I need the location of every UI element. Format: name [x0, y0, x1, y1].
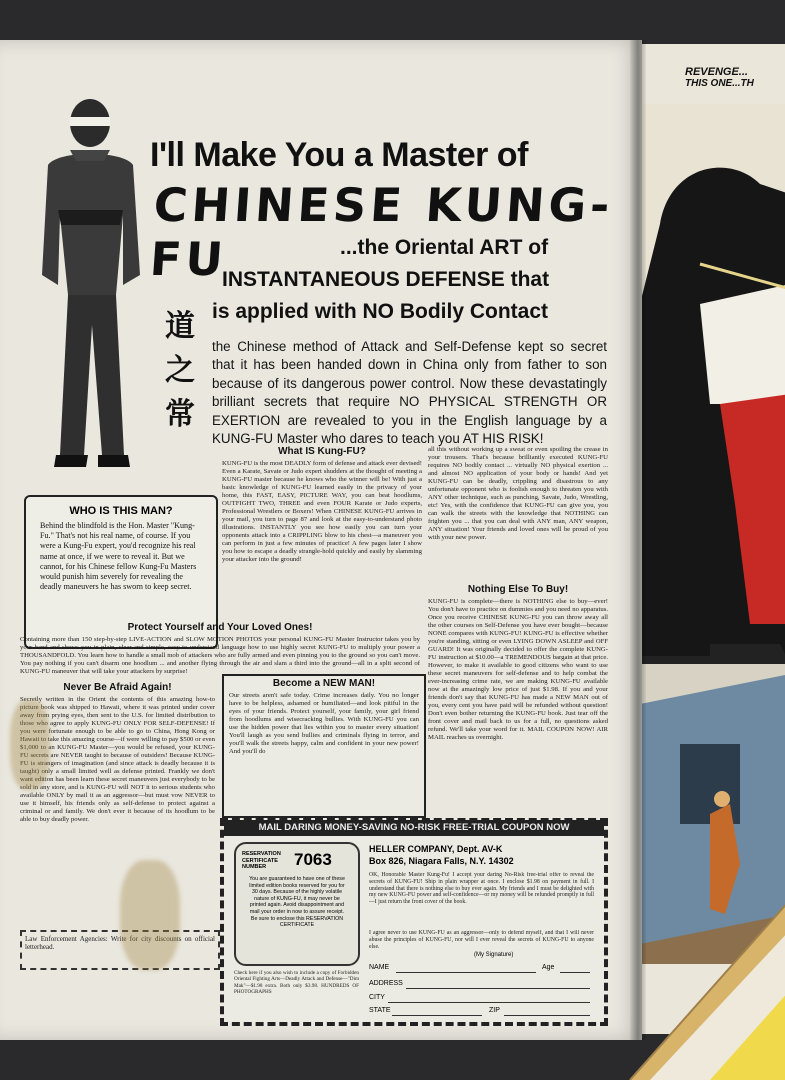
chinese-calligraphy — [160, 305, 200, 437]
state-label: STATE — [369, 1007, 391, 1014]
state-field[interactable] — [392, 1015, 482, 1016]
company-name: HELLER COMPANY, Dept. AV-K — [369, 844, 503, 854]
what-is-kungfu-text: KUNG-FU is the most DEADLY form of defense and attack ever devised! Even a Karate, Savate or Judo expert shudders at the thought of meeting a KUNG-FU master because he knows who the winner will be! With just a basic knowledge of KUNG-FU learned easily in the privacy of your home, this FAST, EASY, PICTURE WAY, you can beat hoodlums, OUTFIGHT TWO, THREE and even FOUR Karate or Judo experts, Professional Wrestlers or Boxers! When CHINESE KUNG-FU arrives in your mail, you turn to page 87 and look at the easy-to-understand photo illustrations. INSTANTLY you see how easily you can turn your opponents attack into a CRIPPLING blow to his chest—a maneuver you can perform in just a few minutes of practice! A few pages later I show you how to escape a deadly strangle-hold quickly and easily by slamming your attacker into the ground! — [222, 460, 422, 563]
order-coupon — [220, 818, 608, 1026]
page-stain-2 — [120, 860, 180, 970]
calligraphy-char-1: 道 — [165, 309, 195, 344]
what-is-kungfu-title: What IS Kung-FU? — [278, 446, 366, 457]
page-stain — [10, 700, 50, 790]
headline-line-5: is applied with NO Bodily Contact — [212, 300, 549, 323]
signature-label: (My Signature) — [474, 952, 514, 958]
right-column-text: all this without working up a sweat or even spoiling the crease in your trousers. That's because brilliantly executed KUNG-FU requires NO bodily contact ... virtually NO physical exertion ... and almost NO application of your body or hands! And yet KUNG-FU can be deadly, crippling and disastrous to any unfortunate opponent who is foolish enough to threaten you with ANY other technique, such as punching, Savate, Judo, Wrestling, etc! Yes, with the confidence that KUNG-FU can give you, you can walk the streets with the knowledge that NOTHING can frighten you ... that you can deal with ANY man, ANY weapon, ANY situation! Your friends and loved ones will be proud of you with your new power. — [428, 446, 608, 541]
zip-label: ZIP — [489, 1007, 500, 1014]
headline-line-4: INSTANTANEOUS DEFENSE that — [222, 268, 550, 291]
company-address: Box 826, Niagara Falls, N.Y. 14302 — [369, 856, 514, 866]
name-label: NAME — [369, 964, 390, 971]
ok-terms-text: OK, Honorable Master Kung-Fu! I accept your daring No-Risk free-trial offer to reveal the secrets of KUNG-FU! Ship in plain wrapper at once. I enclose $1.98 on payment in full. I understand that there is nothing else to buy ever again. My friends and I must be delighted with my new KUNG-FU power and self-confidence—or my money will be refunded promptly in full—I just return the front cover of the book. — [369, 872, 594, 906]
headline-kung-fu: CHINESE KUNG-FU — [148, 178, 616, 286]
certificate-number: 7063 — [294, 850, 332, 869]
agree-terms-text: I agree never to use KUNG-FU as an aggressor—only to defend myself, and that I will never abuse the principles of KUNG-FU, nor will I ever reveal the secrets of KUNG-FU to anyone else. — [369, 930, 594, 950]
never-afraid-text: Secretly written in the Orient the contents of this amazing how-to picture book was shipped to Hawaii, where it was printed under cover away from prying eyes, then sent to the U.S. for limited distribution to those who agree to apply KUNG-FU ONLY FOR SELF-DEFENSE! If you were fortunate enough to be able to go to China, Hong Kong or Hawaii to take this amazing course—if were willing to pay $500 or even $1,000 to an KUNG-FU Master—you would be refused, your KUNG-FU secrets are NEVER taught to because of outsiders! Because KUNG-FU is strangers of imagination (and since attack is deadly because it is taught) only a small limited well as defense printed. Frankly we don't want edition has been learn these secret maneuvers just everybody to be sold in any store, and is KUNG-FU will NOT it to serious students who available ONLY by mail it as an aggressor—but must vow NEVER to use it himself, his friends only as self-defense to protect against a criminal or and family. We don't ever it because of its hoodlum to be able to buy deadly power. — [20, 696, 215, 823]
address-label: ADDRESS — [369, 980, 403, 987]
book-gutter — [630, 40, 646, 1040]
comic-figure-illustration — [640, 104, 785, 664]
reservation-certificate — [234, 842, 360, 966]
address-field[interactable] — [406, 988, 590, 989]
headline-line-3: ...the Oriental ART of — [340, 236, 549, 259]
zip-field[interactable] — [504, 1015, 590, 1016]
never-afraid-title: Never Be Afraid Again! — [63, 682, 172, 693]
comic-caption-2: THIS ONE...TH — [685, 78, 754, 89]
protect-text: Containing more than 150 step-by-step LIVE-ACTION and SLOW MOTION PHOTOS your personal KUNG-FU Master Instructor takes you by your hand and shows you in plain, clear and simple, easy to understand language how to use highly secret KUNG-FU to multiply your power a THOUSANDFOLD. You learn how to handle a small mob of attackers who are fully armed and even pinning you to the ground so you can't move. You pay nothing if you can't disarm one hoodlum ... and another flying through the air and slam a third into the ground—all in a split second of KUNG-FU maneuver that will take your attackers by surprise! — [20, 636, 420, 675]
law-enforcement-note: Law Enforcement Agencies: Write for city discounts on official letterhead. — [20, 930, 220, 970]
comic-caption: REVENGE... — [685, 66, 748, 78]
age-label: Age — [542, 964, 555, 971]
blindfolded-master-figure — [28, 95, 158, 490]
nothing-else-title: Nothing Else To Buy! — [467, 584, 569, 595]
certificate-label: RESERVATION CERTIFICATE NUMBER — [242, 851, 281, 870]
check-option-text[interactable]: Check here if you also wish to include a copy of Forbidden Oriental Fighting Arts—Deadly Attack and Defense—"Dim Mak"—$1.98 extra. Both only $3.98. HUNDREDS OF PHOTOGRAPHS — [234, 970, 359, 995]
age-field[interactable] — [560, 972, 590, 973]
coupon-header: MAIL DARING MONEY-SAVING NO-RISK FREE-TRIAL COUPON NOW — [224, 820, 604, 836]
headline-line-1: I'll Make You a Master of — [150, 136, 528, 174]
new-man-text: Our streets aren't safe today. Crime increases daily. You no longer have to be helpless, ashamed or humiliated—and look pitiful in the eyes of your friends. Protect yourself, your family, your girl friend from hoodlums and wisecracking bullies. With KUNG-FU you can use the hidden power that lies within you to master every situation! You'll laugh as you send bullies and criminals flying in terror, and you'll walk the streets happy, calm and confident in your new power! And you'll do — [229, 692, 419, 755]
calligraphy-char-2: 之 — [165, 353, 195, 388]
nothing-else-text: KUNG-FU is complete—there is NOTHING else to buy—ever! You don't have to practice on dummies and you need no apparatus. Once you receive CHINESE KUNG-FU you can throw away all the other courses on Self-Defense you have ever bought—because NONE compares with KUNG-FU! KUNG-FU is effective whether you're standing, sitting or even LYING DOWN ASLEEP and OFF GUARD! It was originally decided to offer the complete KUNG-FU instruction at $10.00—a TREMENDOUS bargain at that price. However, to make it available to good citizens who want to use these secret maneuvers for self-defense and to help combat the ever-increasing crime rate, we are making KUNG-FU available now at the amazingly low price of just $1.98. If you and your friends don't say that KUNG-FU has made a NEW MAN out of you, every cent you have paid will be refunded without question! Don't even bother returning the KUNG-FU book. Just tear off the front cover and mail back to us for a full, no questions asked refund. We'll take your word for it. MAIL COUPON NOW! AIR MAIL reaches us overnight. — [428, 598, 608, 741]
new-man-title: Become a NEW MAN! — [272, 678, 376, 689]
calligraphy-char-3: 常 — [165, 397, 195, 432]
city-label: CITY — [369, 994, 385, 1001]
scroll-text: Behind the blindfold is the Hon. Master "Kung-Fu." That's not his real name, of course. If you were a Kung-Fu expert, you'd recognize his real name at once, if we were to reveal it. But we cannot, for his Chinese fellow Kung-Fu Masters would punish him severely for revealing the deadly maneuvers he has sworn to keep secret. — [40, 521, 197, 592]
city-field[interactable] — [388, 1002, 590, 1003]
protect-title: Protect Yourself and Your Loved Ones! — [127, 622, 313, 633]
ad-page — [0, 40, 642, 1040]
name-field[interactable] — [396, 972, 536, 973]
intro-paragraph: the Chinese method of Attack and Self-Defense kept so secret that it has been handed down in China only from father to son because of its dangerous power control. Now these devastatingly brilliant secrets that require NO PHYSICAL STRENGTH OR EXERTION are revealed to you in the English language by a KUNG-FU Master who dares to teach you AT HIS RISK! — [212, 339, 607, 447]
certificate-text: You are guaranteed to have one of these limited edition books reserved for you for 30 days. Because of the highly volatile nature of KUNG-FU, it may never be printed again. Avoid disappointment and mail your order in now to assure receipt. Be sure to enclose this RESERVATION CERTIFICATE — [249, 876, 345, 929]
new-man-box — [222, 674, 426, 818]
scroll-title: WHO IS THIS MAN? — [69, 505, 173, 517]
